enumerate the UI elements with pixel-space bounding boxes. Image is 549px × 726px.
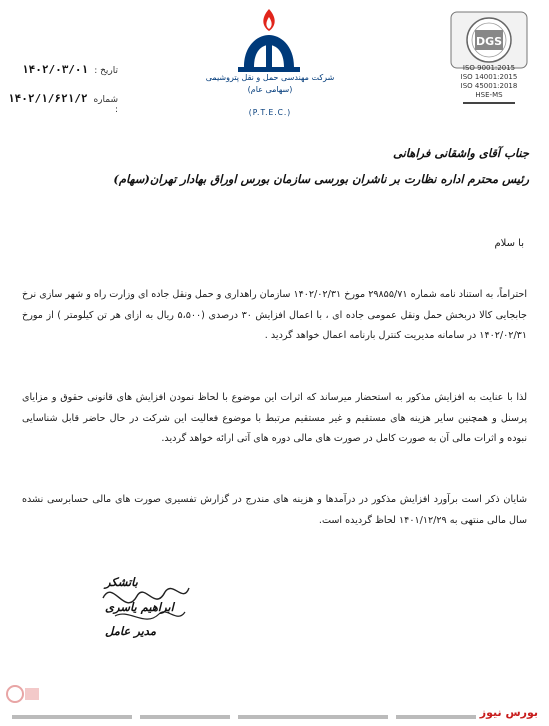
body-paragraph-2: لذا با عنایت به افزایش مذکور به استحضار میرساند که اثرات این موضوع با لحاظ نمودن افزایش های قانونی حقوق و مزایای پرسنل و همچنین سایر هزینه های مستقیم و غیر مستقیم مرتبط با موضوع فعالیت این شرکت در حال حاضر قابل شناسایی نبوده و اثرات مالی آن به صورت کامل در صورت های مالی دوره های آتی ارائه خواهد گردید. bbox=[22, 392, 527, 444]
signature-title: مدیر عامل bbox=[105, 624, 156, 638]
recipient-name: جناب آقای واشقانی فراهانی bbox=[392, 146, 529, 160]
cert-iso9001: ISO 9001:2015 bbox=[462, 64, 516, 72]
brand-watermark-text: بورس نیوز bbox=[477, 706, 541, 719]
company-abbreviation: (P.T.E.C.) bbox=[248, 108, 292, 117]
number-row bbox=[7, 92, 118, 115]
greeting: با سلام bbox=[494, 238, 524, 249]
company-name bbox=[205, 72, 335, 96]
recipient-title: رئیس محترم اداره نظارت بر ناشران بورسی سازمان بورس اوراق بهادار تهران(سهام) bbox=[113, 172, 529, 186]
cert-iso14001: ISO 14001:2015 bbox=[460, 73, 518, 81]
watermark-logo-icon bbox=[5, 680, 41, 706]
date-label: تاریخ : bbox=[94, 66, 118, 76]
signature-closing: باتشکر bbox=[105, 575, 138, 589]
body-paragraph-1: احتراماً، به استناد نامه شماره ۲۹۸۵۵/۷۱ مورخ ۱۴۰۲/۰۲/۳۱ سازمان راهداری و حمل ونقل جاده ای وزارت راه و شهر سازی نرخ جابجایی کالا دربخش حمل ونقل عمومی جاده ای ، با اعمال افزایش ۳۰ درصدی (۵،۵۰۰ ریال به ازای هر تن کیلومتر ) از مورخ ۱۴۰۲/۰۲/۳۱ در سامانه مدیریت کنترل بارنامه اعمال خواهد گردید . bbox=[22, 289, 527, 341]
body-paragraph-3: شایان ذکر است برآورد افزایش مذکور در درآمدها و هزینه های مندرج در گزارش تفسیری صورت های مالی حسابرسی نشده سال مالی منتهی به ۱۴۰۱/۱۲/۲۹ لحاظ گردیده است. bbox=[22, 494, 527, 526]
footer-cut-text-line bbox=[0, 712, 549, 726]
number-label: شماره : bbox=[93, 95, 118, 115]
date-value: ۱۴۰۲/۰۳/۰۱ bbox=[21, 63, 89, 76]
signature-name: ابراهیم یاسری bbox=[105, 600, 174, 614]
cert-iso45001: ISO 45001:2018 bbox=[460, 82, 518, 90]
company-name-line1: شرکت مهندسی حمل و نقل پتروشیمی bbox=[205, 73, 335, 82]
number-value: ۱۴۰۲/۱/۶۲۱/۲ bbox=[7, 92, 88, 105]
certification-list bbox=[445, 64, 533, 100]
date-row bbox=[18, 63, 118, 76]
company-name-line2: (سهامی عام) bbox=[247, 85, 293, 94]
cert-hse: HSE-MS bbox=[475, 91, 503, 99]
company-logo-icon bbox=[230, 5, 308, 77]
svg-text:DGS: DGS bbox=[475, 35, 503, 48]
